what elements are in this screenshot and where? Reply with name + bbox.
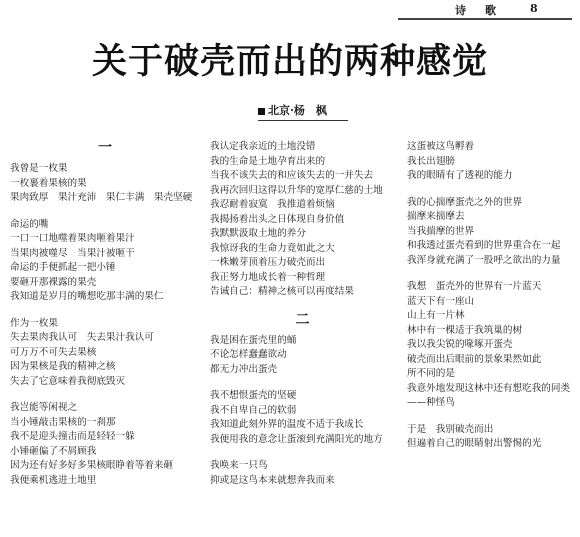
header-rule xyxy=(398,18,572,20)
author-underline xyxy=(258,120,348,121)
poem-line: 我默默汲取土地的养分 xyxy=(210,228,306,239)
poem-line: 于是 我别破壳而出 xyxy=(407,423,494,435)
poem-line: 林中有一棵适于我筑巢的树 xyxy=(407,324,523,336)
poem-line: 当小锤敲击果核的一刹那 xyxy=(10,416,116,428)
poem-title: 关于破壳而出的两种感觉 xyxy=(91,42,488,82)
stanza xyxy=(407,140,577,184)
poem-line: 所不同的是 xyxy=(407,368,455,379)
poem-line: 我便乘机逃进土地里 xyxy=(10,474,97,486)
stanza-gap xyxy=(210,377,395,389)
poem-line: 我惊讶我的生命力竟如此之大 xyxy=(210,242,335,254)
poem-line: 果肉致厚 果汁充沛 果仁丰满 果壳坚硬 xyxy=(10,192,193,203)
stanza xyxy=(10,218,200,305)
poem-line: 我浑身就充满了一股呼之欲出的力量 xyxy=(407,254,561,266)
stanza xyxy=(407,196,577,269)
stanza-gap xyxy=(10,206,200,218)
poem-line: 小锤砸偏了不屑顾我 xyxy=(10,445,97,457)
author-name: 北京·杨 枫 xyxy=(268,104,327,117)
stanza xyxy=(10,162,200,206)
poem-line: 当果肉被噬尽 当果汁被咂干 xyxy=(10,247,135,259)
stanza xyxy=(210,459,395,488)
poem-line: 我不自卑自己的软弱 xyxy=(210,404,297,416)
section-number: 一 xyxy=(98,140,112,156)
stanza-gap xyxy=(10,305,200,317)
poem-line: 一枚裹着果核的果 xyxy=(10,177,87,189)
poem-line: 我知道是岁月的嘴想吃那丰满的果仁 xyxy=(10,291,164,302)
poem-line: 和我透过蛋壳看到的世界重合在一起 xyxy=(407,240,561,251)
poem-line: 我长出翅膀 xyxy=(407,155,455,167)
poem-line: 揣摩来揣摩去 xyxy=(407,211,465,222)
stanza xyxy=(10,401,200,488)
poem-line: 我意外地发现这林中还有想吃我的同类 xyxy=(407,382,571,394)
stanza xyxy=(407,423,577,452)
stanza-gap xyxy=(407,184,577,196)
poem-line: 我不是迎头撞击而是轻轻一躲 xyxy=(10,431,135,442)
poem-line: 一口一口地噬着果肉咂着果汁 xyxy=(10,233,135,244)
poem-line: 失去了它意味着我彻底毁灭 xyxy=(10,375,126,387)
stanza xyxy=(210,140,395,300)
poem-line: 抑或是这鸟本来就想奔我而来 xyxy=(210,474,335,486)
stanza-gap xyxy=(10,389,200,401)
poem-line: 因为果核是我的精神之核 xyxy=(10,361,116,372)
poem-line: 我的生命是土地孕育出来的 xyxy=(210,155,326,167)
poem-line: 要砸开那裸露的果壳 xyxy=(10,276,97,288)
poem-line: 我知道此刻外界的温度不适于我成长 xyxy=(210,419,364,430)
column-2 xyxy=(210,140,395,488)
poem-line: 我是困在蛋壳里的蛹 xyxy=(210,334,297,346)
poem-line: 作为一枚果 xyxy=(10,317,58,329)
poem-line: 我唤来一只鸟 xyxy=(210,460,268,471)
square-bullet-icon xyxy=(258,108,265,115)
poem-line: 当我不该失去的和应该失去的一并失去 xyxy=(210,170,374,181)
poem-line: 山上有一片林 xyxy=(407,310,465,321)
poem-line: 可万万不可失去果核 xyxy=(10,346,97,358)
stanza xyxy=(210,334,395,378)
page-number: 8 xyxy=(530,2,538,15)
stanza xyxy=(210,389,395,447)
page-header xyxy=(0,0,580,22)
poem-line: 失去果肉我认可 失去果汁我认可 xyxy=(10,332,154,343)
stanza-gap xyxy=(407,411,577,423)
section-label: 诗 歌 xyxy=(455,4,500,17)
poem-line: 命运的嘴 xyxy=(10,218,49,230)
poem-line: 我便用我的意念让蛋滚到充满阳光的地方 xyxy=(210,433,383,445)
section-gap xyxy=(210,300,395,312)
poem-line: 我正努力地成长着一种哲理 xyxy=(210,271,326,283)
poem-line: 这蛋被这鸟孵着 xyxy=(407,141,475,152)
poem-line: 都无力冲出蛋壳 xyxy=(210,363,278,375)
poem-line: 我认定我亲近的土地没错 xyxy=(210,141,316,152)
stanza xyxy=(10,317,200,390)
stanza-gap xyxy=(210,447,395,459)
poem-line: 一株嫩芽顶着压力破壳而出 xyxy=(210,257,326,268)
poem-line: ——种怪鸟 xyxy=(407,397,455,408)
poem-line: 我曾是一枚果 xyxy=(10,163,68,174)
stanza-gap xyxy=(407,268,577,280)
section-number: 二 xyxy=(295,311,310,328)
poem-line: 我以我尖锐的喙啄开蛋壳 xyxy=(407,339,513,350)
poem-line: 因为还有好多好多果核眼睁着等着来砸 xyxy=(10,460,174,471)
poem-line: 当我揣摩的世界 xyxy=(407,225,475,237)
poem-line: 但遍着自己的眼睛射出警惕的光 xyxy=(407,438,542,449)
poem-line: 我再次回归这得以升华的宽厚仁慈的土地 xyxy=(210,184,383,196)
poem-line: 破壳而出后眼前的景象果然如此 xyxy=(407,353,542,365)
column-3 xyxy=(407,140,577,452)
poem-line: 我忍耐着寂寞 我推道着烦恼 xyxy=(210,199,335,210)
column-1 xyxy=(10,140,200,488)
poem-line: 我不想恨蛋壳的坚硬 xyxy=(210,390,297,401)
author-byline xyxy=(258,102,327,118)
poem-line: 我的心揣摩蛋壳之外的世界 xyxy=(407,196,523,208)
stanza xyxy=(407,280,577,411)
poem-line: 命运的手便抓起一把小锤 xyxy=(10,262,116,273)
poem-line: 我想 蛋壳外的世界有一片蓝天 xyxy=(407,281,542,292)
poem-line: 我揭扬着出头之日体现自身价值 xyxy=(210,213,345,225)
poem-line: 我的眼睛有了透视的能力 xyxy=(407,170,513,181)
poem-line: 我岂能等闲视之 xyxy=(10,402,78,413)
poem-line: 不论怎样蠢蠢欲动 xyxy=(210,349,287,360)
poem-line: 蓝天下有一座山 xyxy=(407,295,475,307)
poem-line: 告诫自己：精神之核可以再度结果 xyxy=(210,286,354,297)
